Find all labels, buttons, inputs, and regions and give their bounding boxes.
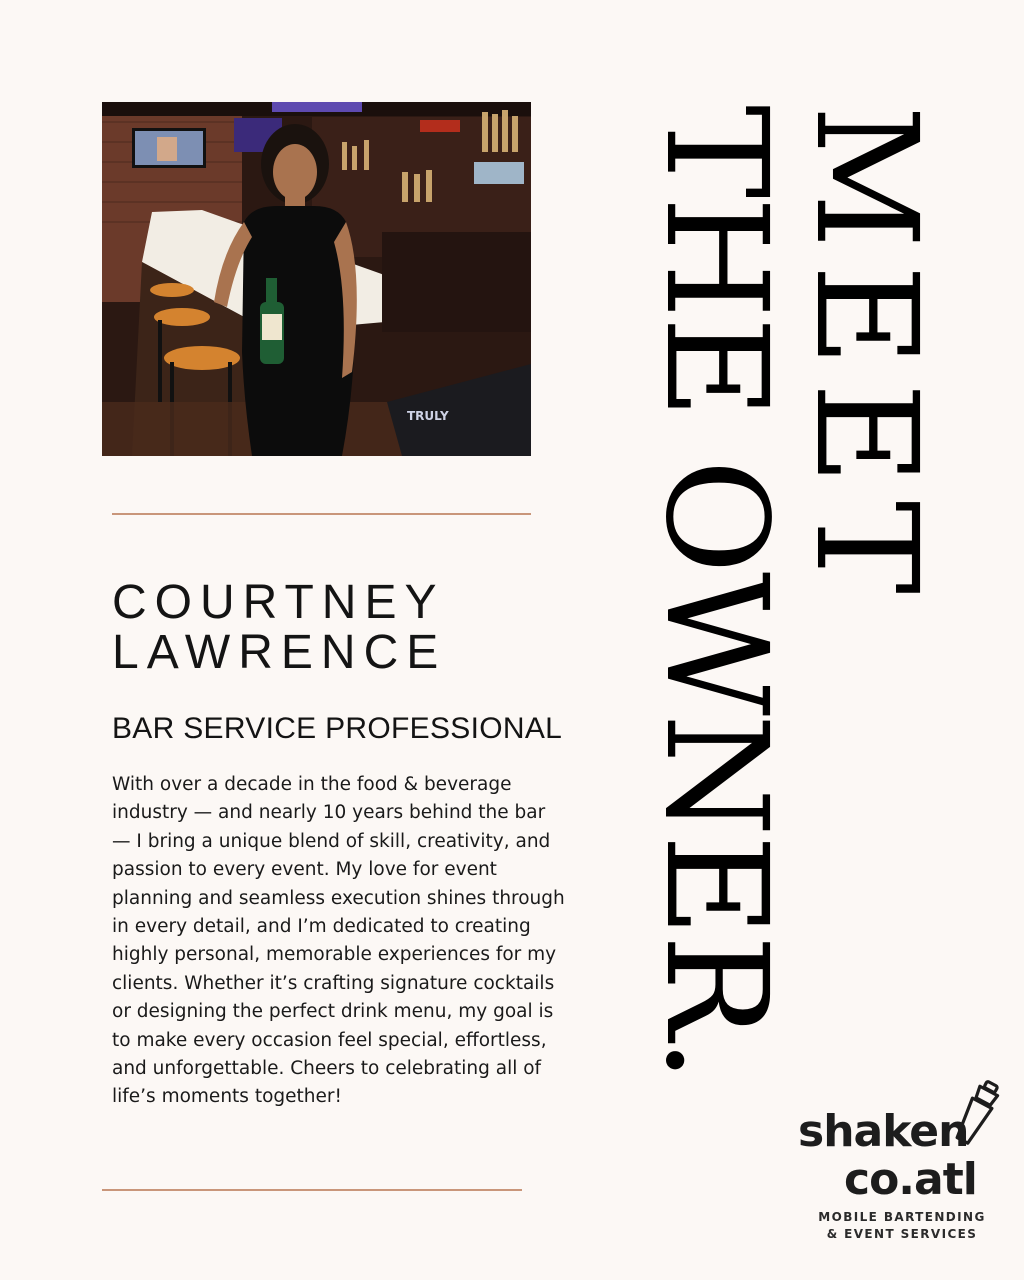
owner-name xyxy=(112,578,446,678)
brand-logo xyxy=(792,1078,1012,1248)
top-divider xyxy=(112,513,531,515)
bar-mat-text: TRULY xyxy=(407,409,449,423)
owner-role: BAR SERVICE PROFESSIONAL xyxy=(112,712,563,745)
logo-tagline-2: & EVENT SERVICES xyxy=(826,1227,978,1241)
owner-bio: With over a decade in the food & beverage industry — and nearly 10 years behind the bar — I bring a unique blend of skill, creativity, and passion to every event. My love for event planning and seamless execution shines through in every detail, and I’m dedicated to creating highly personal, memorable experiences for my clients. Whether it’s crafting signature cocktails or designing the perfect drink menu, my goal is to make every occasion feel special, effortless, and unforgettable. Cheers to celebrating all of life’s moments together! xyxy=(112,774,565,1108)
headline-the-owner: THE OWNER. xyxy=(634,105,797,1081)
bottom-divider xyxy=(102,1189,522,1191)
headline-meet: MEET xyxy=(784,105,947,611)
owner-first-name: COURTNEY xyxy=(112,576,445,629)
logo-text-coatl: co.atl xyxy=(844,1154,977,1205)
owner-last-name: LAWRENCE xyxy=(112,626,447,679)
owner-photo xyxy=(102,102,531,456)
logo-tagline-1: MOBILE BARTENDING xyxy=(818,1210,986,1224)
logo-text-shaken: shaken xyxy=(798,1106,969,1157)
